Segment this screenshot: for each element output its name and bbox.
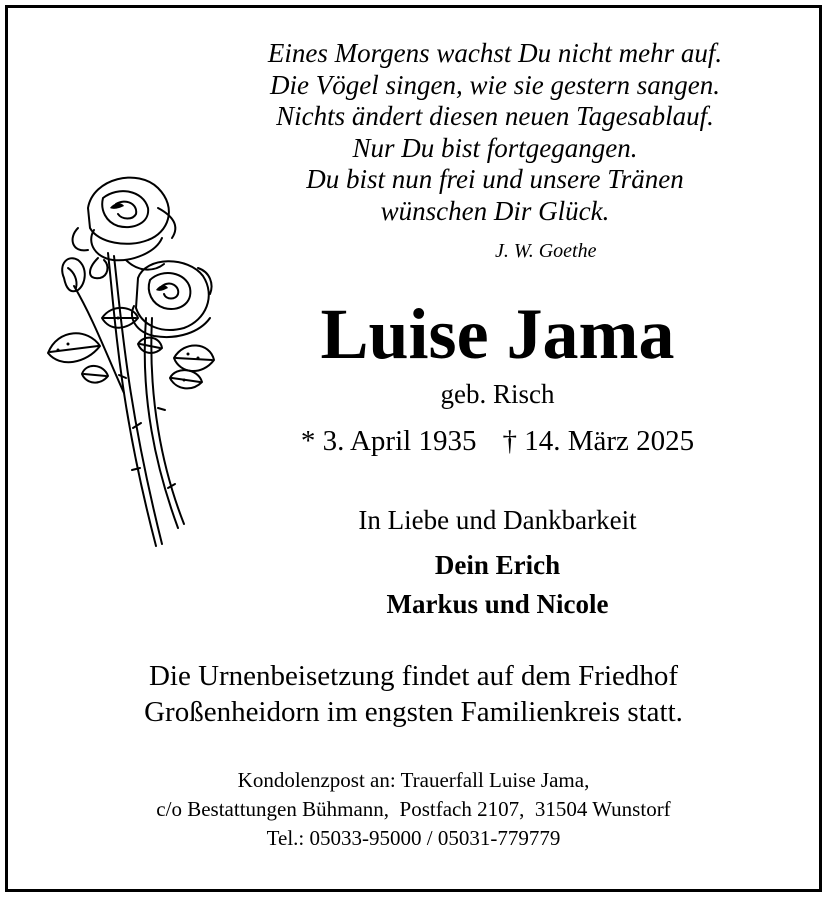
poem-line: Du bist nun frei und unsere Tränen — [306, 164, 684, 194]
birth-date: * 3. April 1935 — [300, 425, 477, 457]
mourner-line: Markus und Nicole — [386, 589, 609, 619]
mourner-line: Dein Erich — [434, 550, 561, 580]
poem-line: Nur Du bist fortgegangen. — [352, 132, 638, 163]
contact-address: c/o Bestattungen Bühmann, Postfach 2107, 31504 Wunstorf — [156, 797, 671, 821]
poem — [200, 38, 790, 227]
contact-phone: Tel.: 05033-95000 / 05031-779779 — [266, 826, 561, 850]
maiden-name: geb. Risch — [440, 379, 555, 409]
burial-line: Die Urnenbeisetzung findet auf dem Friedhof — [148, 660, 679, 692]
death-date: † 14. März 2025 — [502, 425, 695, 457]
burial-line: Großenheidorn im engsten Familienkreis statt. — [144, 696, 683, 728]
poem-line: Die Vögel singen, wie sie gestern sangen. — [270, 69, 720, 100]
life-dates — [240, 425, 755, 458]
poem-line: Nichts ändert diesen neuen Tagesablauf. — [276, 101, 714, 131]
poem-line: Eines Morgens wachst Du nicht mehr auf. — [267, 38, 723, 68]
deceased-name: Luise Jama — [320, 294, 675, 374]
poem-line: wünschen Dir Glück. — [380, 195, 610, 226]
mourners-intro: In Liebe und Dankbarkeit — [358, 505, 637, 535]
poem-author: J. W. Goethe — [495, 240, 597, 262]
burial-notice — [40, 658, 787, 730]
contact-line: Kondolenzpost an: Trauerfall Luise Jama, — [237, 768, 590, 792]
contact-info — [40, 766, 787, 853]
